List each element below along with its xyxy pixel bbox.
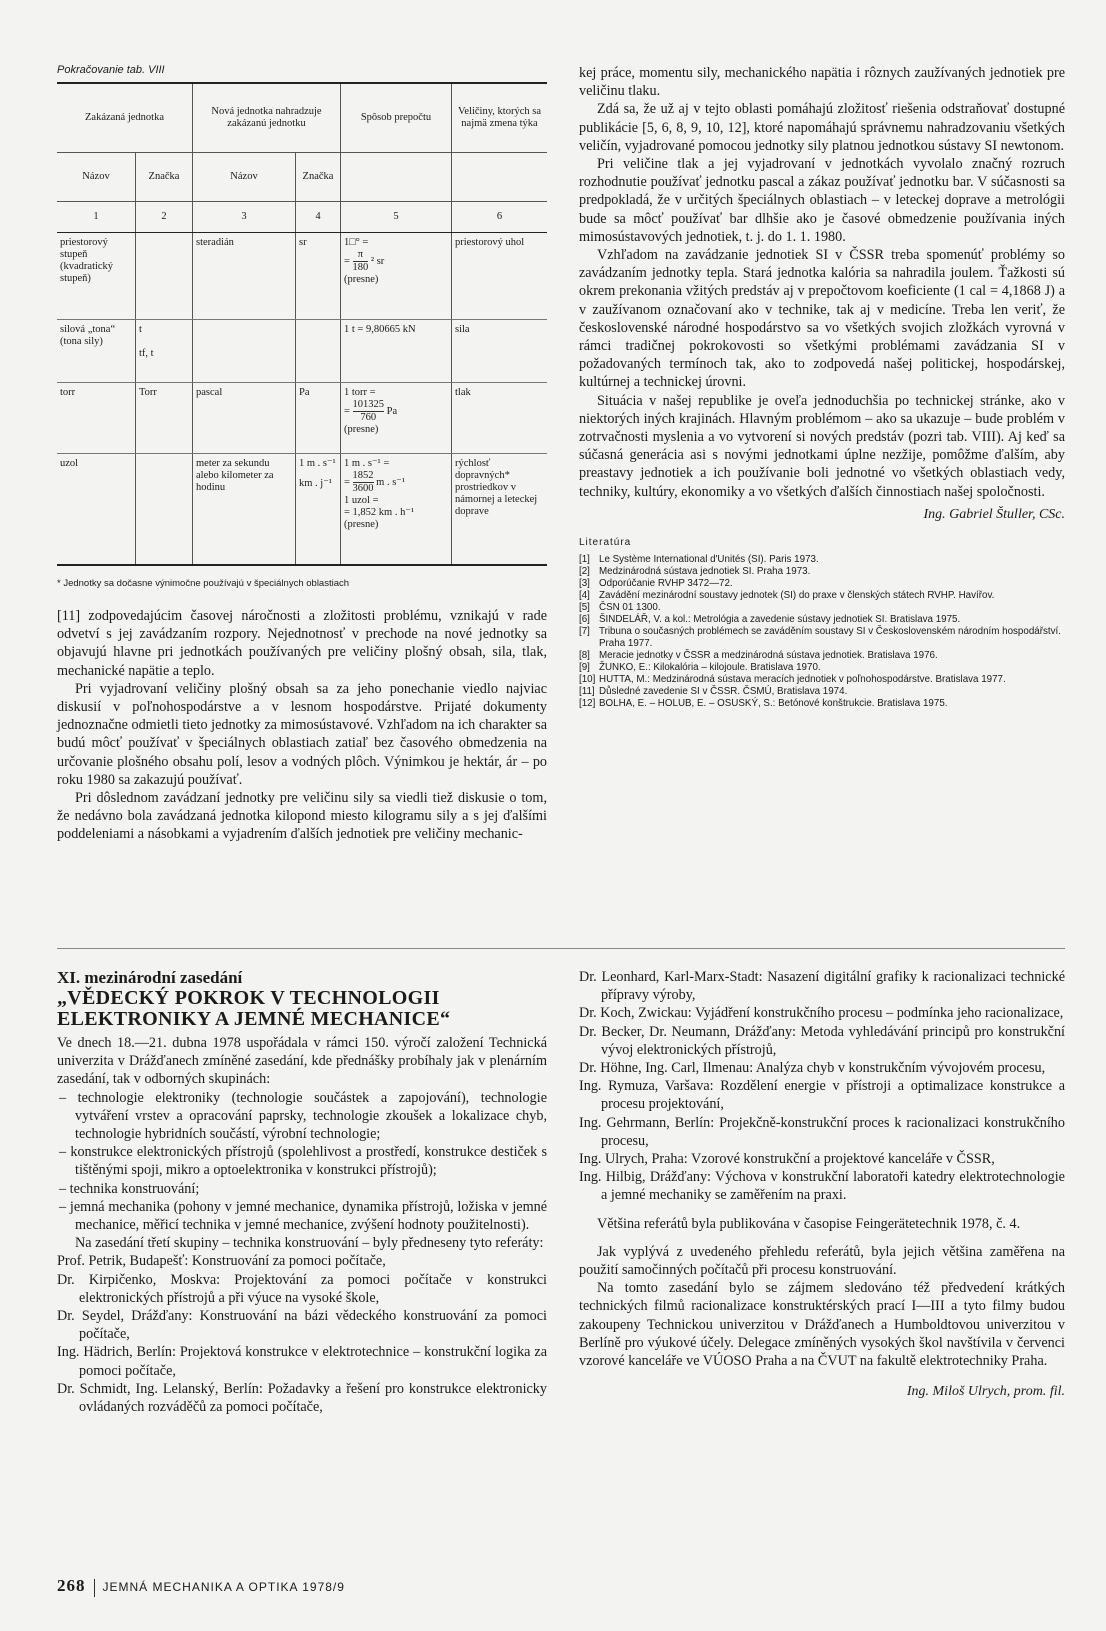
list-item: Dr. Schmidt, Ing. Lelanský, Berlín: Požadavky a řešení pro konstrukce elektronicky ovládaných rozváděčů za pomoci počítače, xyxy=(57,1380,547,1416)
body-paragraph: Vzhľadom na zavádzanie jednotiek SI v ČSSR treba spomenúť problémy so zavádzaním jednotky tepla. Stará jednotka kalória sa nahradila joulem. Ťažkosti sú okrem prekonania vžitých predstáv aj v prepočtovom koeficiente (1 cal = 4,1868 J) a v zaužívanom označovaní ako v technike, tak aj v medicíne. Treba len veriť, že československé národné hospodárstvo sa vo všetkých svojich zložkách vyrovná v rámci tradičnej pokrokovosti so všetkými problémami zavádzania SI v požadovaných termínoch tak, ako to zodpovedá našej politickej, hospodárskej, kultúrnej a technickej úrovni. xyxy=(579,247,1065,391)
reference-number: [8] xyxy=(579,649,590,661)
body-paragraph: kej práce, momentu sily, mechanického napätia i rôznych zaužívaných jednotiek pre veličinu tlaku. xyxy=(579,65,1065,100)
table-row: silová „tona“ (tona sily) t tf, t 1 t = 9,80665 kN sila xyxy=(57,320,547,383)
reference-text: Meracie jednotky v ČSSR a medzinárodná sústava jednotiek. Bratislava 1976. xyxy=(599,649,938,661)
body-paragraph: Většina referátů byla publikována v časopise Feingerätetechnik 1978, č. 4. xyxy=(597,1215,1021,1232)
reference-number: [4] xyxy=(579,589,590,601)
list-item: – jemná mechanika (pohony v jemné mechanice, dynamika přístrojů, ložiska v jemné mechanice, měřicí technika v jemné mechanice, zvýšení hodnoty použitelnosti). xyxy=(59,1198,547,1234)
th-quantities: Veličiny, ktorých sa najmä zmena týka xyxy=(452,83,548,153)
th-conversion: Spôsob prepočtu xyxy=(341,83,452,153)
table-row: torr Torr pascal Pa 1 torr = = $\frac{101325}{760}$ Pa (presne) tlak xyxy=(57,383,547,454)
reference-text: HUTTA, M.: Medzinárodná sústava meracích jednotiek v poľnohospodárstve. Bratislava 1977. xyxy=(599,673,1006,685)
list-item: Dr. Höhne, Ing. Carl, Ilmenau: Analýza chyb v konstrukčním vývojovém procesu, xyxy=(579,1060,1046,1077)
col-number: 6 xyxy=(452,202,548,233)
section-divider xyxy=(57,948,1065,949)
table-row: priestorový stupeň (kvadratický stupeň) steradián sr 1□° = = $\frac{\pi}{180}$ ² sr (presne) priestorový uhol xyxy=(57,233,547,320)
reference-number: [12] xyxy=(579,697,596,709)
body-paragraph: Pri vyjadrovaní veličiny plošný obsah sa za jeho ponechanie viedlo najviac diskusií v poľnohospodárstve a v lesnom hospodárstve. Prijaté dokumenty jednoznačne odmietli tieto jednotky za mimosústavové. Vzhľadom na ich charakter sa budú môcť používať v špeciálnych oblastiach zatiaľ bez časového obmedzenia na určovanie plošného obsahu polí, lesov a vodných plôch. Výnimkou je hektár, ár – po roku 1980 sa zakazujú používať. xyxy=(57,680,547,788)
left-column-top xyxy=(57,64,547,844)
body-paragraph: Pri dôslednom zavádzaní jednotky pre veličinu sily sa viedli tiež diskusie o tom, že nedávno bola zavádzaná jednotka kilopond miesto kilogramu sily a s jej ďalšími poddeleniami a násobkami a vyjadrením ďalších jednotiek pre veličiny mechanic- xyxy=(57,790,547,843)
col-number: 3 xyxy=(193,202,296,233)
list-item: Dr. Kirpičenko, Moskva: Projektování za pomoci počítače v konstrukci elektronických přístrojů a při výuce na vysoké škole, xyxy=(57,1271,547,1306)
list-item: Ing. Hädrich, Berlín: Projektová konstrukce v elektrotechnice – konstrukční logika za pomoci počítače, xyxy=(57,1344,547,1379)
article-intro: Ve dnech 18.—21. dubna 1978 uspořádala v rámci 150. výročí založení Technická univerzita v Drážďanech zmíněné zasedání, kde přednášky probíhaly jak v plenárním zasedání, tak v odborných skupinách: xyxy=(57,1035,547,1088)
reference-text: BOLHA, E. – HOLUB, E. – OSUSKÝ, S.: Betónové konštrukcie. Bratislava 1975. xyxy=(599,697,948,709)
th-symbol-2: Značka xyxy=(296,153,341,202)
body-paragraph: Na tomto zasedání bylo se zájmem sledováno též předvedení krátkých technických filmů racionalizace konstruktérských prací I—III a tyto filmy budou zakoupeny Technickou univerzitou v Drážďanech a Humboldtovou univerzitou v Berlíně pro výukové účely. Delegace zmíněných vysokých škol navštívila v červenci vzorové kanceláře ve VÚOSO Praha a na ČVUT na fakultě elektrotechniky Praha. xyxy=(579,1280,1065,1370)
th-symbol-1: Značka xyxy=(136,153,193,202)
list-item: Ing. Ulrych, Praha: Vzorové konstrukční a projektové kanceláře v ČSSR, xyxy=(579,1151,995,1168)
left-column-bottom xyxy=(57,968,547,1416)
th-forbidden-unit: Zakázaná jednotka xyxy=(57,83,193,153)
footer-separator xyxy=(94,1579,95,1597)
list-item: Dr. Seydel, Drážďany: Konstruování na bázi vědeckého konstruování za pomoci počítače, xyxy=(57,1308,547,1343)
reference-item xyxy=(579,698,1065,710)
reference-text: Důsledné zavedenie SI v ČSSR. ČSMÚ, Bratislava 1974. xyxy=(599,685,848,697)
table-row: uzol meter za sekundu alebo kilometer za hodinu 1 m . s⁻¹ km . j⁻¹ 1 m . s⁻¹ = = $\frac{1852}{3600}$ m . s⁻¹ 1 uzol = = 1,852 km . h⁻¹ (presne) rýchlosť dopravných* prostriedkov v námornej a leteckej doprave xyxy=(57,454,547,566)
right-column-bottom xyxy=(579,968,1065,1400)
article-title-line2: „VĚDECKÝ POKROK V TECHNOLOGII ELEKTRONIKY A JEMNÉ MECHANICE“ xyxy=(57,987,451,1030)
list-item: – technologie elektroniky (technologie součástek a zapojování), technologie vytváření vrstev a opracování paprsky, technologie zkoušek a lokalizace chyb, technologie hybridních součástí, výrobní technologie; xyxy=(59,1089,547,1143)
body-paragraph: Jak vyplývá z uvedeného přehledu referátů, byla jejich většina zaměřena na použití samočinných počítačů při procesu konstruování. xyxy=(579,1243,1065,1279)
reference-text: ŠINDELÁŘ, V. a kol.: Metrológia a zavedenie sústavy jednotiek SI. Bratislava 1975. xyxy=(599,613,961,625)
body-paragraph: Zdá sa, že už aj v tejto oblasti pomáhajú zložitosť riešenia odstraňovať dostupné publikácie [5, 6, 8, 9, 10, 12], ktoré napomáhajú správnemu nahradzovaniu všetkých veličín, vyjadrované pomocou jednotky sily platnou jednotkou sústavy SI newtonom. xyxy=(579,101,1065,154)
reference-text: ČSN 01 1300. xyxy=(599,601,661,613)
col-number: 4 xyxy=(296,202,341,233)
author-signature: Ing. Gabriel Štuller, CSc. xyxy=(923,506,1065,522)
body-paragraph: Situácia v našej republike je oveľa jednoduchšia po technickej stránke, ako v niektorých iných krajinách. Hlavným problémom – ako sa ukazuje – bude problém v zotrvačnosti myslenia a vo vytvorení si nových predstáv (pozri tab. VIII). Aj keď sa súčasná generácia asi s novými jednotkami úplne nezžije, pomôžme ďalším, aby preastavy jednotiek a ich používanie boli jednotné vo všetkých oblastiach vedy, techniky, kultúry, ekonomiky a vo všetkých ďalších činnostiach našej spoločnosti. xyxy=(579,392,1065,500)
page-footer xyxy=(57,1576,345,1597)
reference-number: [9] xyxy=(579,661,590,673)
list-item: Ing. Rymuza, Varšava: Rozdělení energie v přístroji a optimalizace konstrukce a procesu projektování, xyxy=(579,1078,1065,1113)
reference-list xyxy=(579,554,1065,710)
body-paragraph: Pri veličine tlak a jej vyjadrovaní v jednotkách vyvolalo značný rozruch rozhodnutie používať jednotku pascal a zákaz používať jednotku bar. V súčasnosti sa predpokladá, že v určitých špeciálnych oblastiach – v leteckej doprave a metrológii bude sa môcť používať bar dlhšie ako je časové obmedzenie používania iných mimosústavových jednotiek, t. j. do 1. 1. 1980. xyxy=(579,156,1065,245)
reference-number: [7] xyxy=(579,625,590,637)
reference-item xyxy=(579,674,1065,686)
reference-item xyxy=(579,578,1065,590)
journal-name: JEMNÁ MECHANIKA A OPTIKA 1978/9 xyxy=(102,1580,345,1594)
list-item: Dr. Becker, Dr. Neumann, Drážďany: Metoda vyhledávání principů pro konstrukční vývoj elektronických přístrojů, xyxy=(579,1023,1065,1058)
reference-number: [1] xyxy=(579,553,590,565)
table-caption: Pokračovanie tab. VIII xyxy=(57,64,165,76)
reference-item xyxy=(579,626,1065,650)
th-name-1: Názov xyxy=(57,153,136,202)
reference-text: Tribuna o současných problémech se zaváděním soustavy SI v Československém národním hospodářství. Praha 1977. xyxy=(599,625,1061,649)
reference-text: ŽUNKO, E.: Kilokalória – kilojoule. Bratislava 1970. xyxy=(599,661,821,673)
right-column-top xyxy=(579,64,1065,710)
table-footnote: * Jednotky sa dočasne výnimočne používajú v špeciálnych oblastiach xyxy=(57,578,350,589)
reference-number: [2] xyxy=(579,565,590,577)
reference-item xyxy=(579,566,1065,578)
col-number: 5 xyxy=(341,202,452,233)
body-paragraph: [11] zodpovedajúcim časovej náročnosti a zložitosti problému, vznikajú v rade odvetví s jej zavádzaním rozpory. Nejednotnosť v prechode na nové jednotky sa objavujú hlavne pri jednotkách používaných pre veličiny plošný obsah, sila, tlak, mechanické napätie a teplo. xyxy=(57,608,547,679)
list-item: Dr. Koch, Zwickau: Vyjádření konstrukčního procesu – podmínka jeho racionalizace, xyxy=(579,1005,1064,1022)
list-item: Dr. Leonhard, Karl-Marx-Stadt: Nasazení digitální grafiky k racionalizaci technické přípravy výroby, xyxy=(579,969,1065,1004)
page-number: 268 xyxy=(57,1576,86,1595)
list-item: Prof. Petrik, Budapešť: Konstruování za pomoci počítače, xyxy=(57,1253,386,1270)
col-number: 1 xyxy=(57,202,136,233)
units-table xyxy=(57,82,547,566)
reference-item xyxy=(579,662,1065,674)
reference-text: Medzinárodná sústava jednotiek SI. Praha 1973. xyxy=(599,565,811,577)
article-title-line1: XI. mezinárodní zasedání xyxy=(57,968,243,987)
reference-item xyxy=(579,614,1065,626)
th-new-unit: Nová jednotka nahradzuje zakázanú jednotku xyxy=(193,83,341,153)
talks-list-left xyxy=(57,1252,547,1416)
list-item: – technika konstruování; xyxy=(59,1180,200,1197)
topics-list xyxy=(57,1089,547,1235)
reference-number: [11] xyxy=(579,685,595,697)
list-item: Ing. Hilbig, Drážďany: Výchova v konstrukční laboratoři katedry elektrotechnologie a jemné mechaniky se zaměřením na praxi. xyxy=(579,1169,1065,1204)
reference-item xyxy=(579,650,1065,662)
reference-text: Odporúčanie RVHP 3472—72. xyxy=(599,577,733,589)
talks-list-right xyxy=(579,968,1065,1205)
th-name-2: Názov xyxy=(193,153,296,202)
reference-number: [5] xyxy=(579,601,590,613)
reference-number: [3] xyxy=(579,577,590,589)
author-signature: Ing. Miloš Ulrych, prom. fil. xyxy=(906,1384,1065,1400)
reference-item xyxy=(579,554,1065,566)
reference-text: Zavádění mezinárodní soustavy jednotek (SI) do praxe v členských státech RVHP. Havířov. xyxy=(599,589,995,601)
reference-item xyxy=(579,686,1065,698)
list-item: – konstrukce elektronických přístrojů (spolehlivost a prostředí, konstrukce destiček s tištěnými spoji, mikro a optoelektronika v konstrukci přístrojů); xyxy=(59,1144,547,1179)
reference-number: [10] xyxy=(579,673,596,685)
reference-item xyxy=(579,602,1065,614)
list-item: Ing. Gehrmann, Berlín: Projekčně-konstrukční proces k racionalizaci konstrukčního procesu, xyxy=(579,1114,1065,1149)
reference-text: Le Système International d'Unités (SI). Paris 1973. xyxy=(599,553,819,565)
literature-heading: Literatúra xyxy=(579,536,632,548)
col-number: 2 xyxy=(136,202,193,233)
reference-number: [6] xyxy=(579,613,590,625)
reference-item xyxy=(579,590,1065,602)
body-paragraph: Na zasedání třetí skupiny – technika konstruování – byly předneseny tyto referáty: xyxy=(75,1235,544,1252)
